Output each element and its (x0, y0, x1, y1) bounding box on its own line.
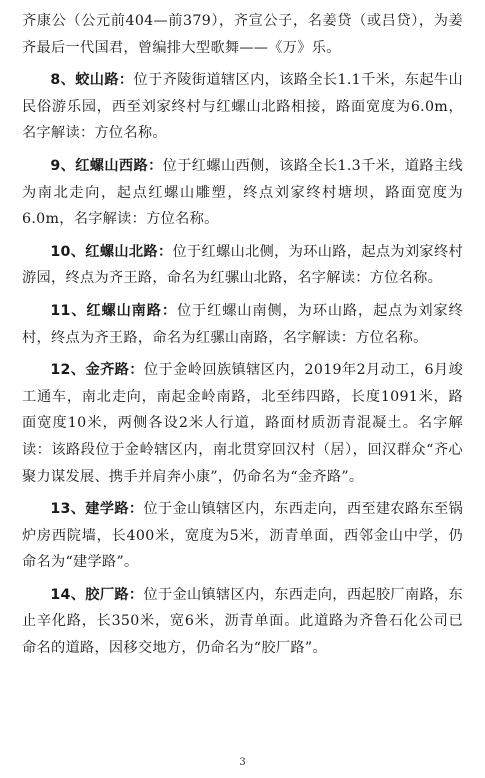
entry-body: 位于红螺山南侧，为环山路，起点为刘家终村，终点为齐王路，命名为红骡山南路，名字解读：方位名称。 (22, 302, 464, 346)
entry-9 (22, 153, 463, 233)
entry-heading: 10、红螺山北路： (50, 243, 173, 260)
entry-body: 位于金山镇辖区内，东西走向，西至建农路东至锅炉房西院墙，长400米，宽度为5米，沥青单面，西邻金山中学，仍命名为“建学路”。 (22, 501, 463, 571)
entry-10 (22, 239, 463, 292)
entry-heading: 11、红螺山南路： (50, 302, 177, 319)
entry-body: 位于金岭回族镇辖区内，2019年2月动工，6月竣工通车，南北走向，南起金岭南路，北至纬四路，长度1091米，路面宽度10米，两侧各设2米人行道，路面材质沥青混凝土。名字解读：该路段位于金岭辖区内，南北贯穿回汉村（居），回汉群众“齐心聚力谋发展、携手并肩奔小康”，仍命名为“金齐路”。 (22, 362, 463, 485)
entry-body: 位于齐陵街道辖区内，该路全长1.1千米，东起牛山民俗游乐园，西至刘家终村与红螺山北路相接，路面宽度为6.0m，名字解读：方位名称。 (22, 72, 463, 142)
entry-body: 位于金山镇辖区内，东西走向，西起胶厂南路，东止辛化路，长350米，宽6米，沥青单面。此道路为齐鲁石化公司已命名的道路，因移交地方，仍命名为“胶厂路”。 (22, 586, 463, 657)
entry-8 (22, 67, 463, 147)
entry-heading: 13、建学路： (50, 501, 144, 518)
entry-body: 位于红螺山西侧，该路全长1.3千米，道路主线为南北走向，起点红螺山雕塑，终点刘家终村塘坝，路面宽度为6.0m，名字解读：方位名称。 (22, 157, 463, 228)
entry-12 (22, 357, 463, 490)
entry-heading: 12、金齐路： (50, 362, 144, 379)
entry-11 (22, 298, 463, 351)
entry-heading: 14、胶厂路： (50, 586, 144, 603)
entry-heading: 8、蛟山路： (50, 72, 134, 89)
intro-paragraph: 齐康公（公元前404—前379），齐宣公子，名姜贷（或吕贷），为姜齐最后一代国君，曾编排大型歌舞——《万》乐。 (22, 13, 463, 56)
page-number: 3 (239, 757, 246, 768)
entry-heading: 9、红螺山西路： (50, 157, 163, 174)
entry-body: 位于红螺山北侧，为环山路，起点为刘家终村游园，终点为齐王路，命名为红骡山北路，名字解读：方位名称。 (22, 243, 463, 287)
entry-14 (22, 582, 463, 662)
entry-13 (22, 496, 463, 576)
